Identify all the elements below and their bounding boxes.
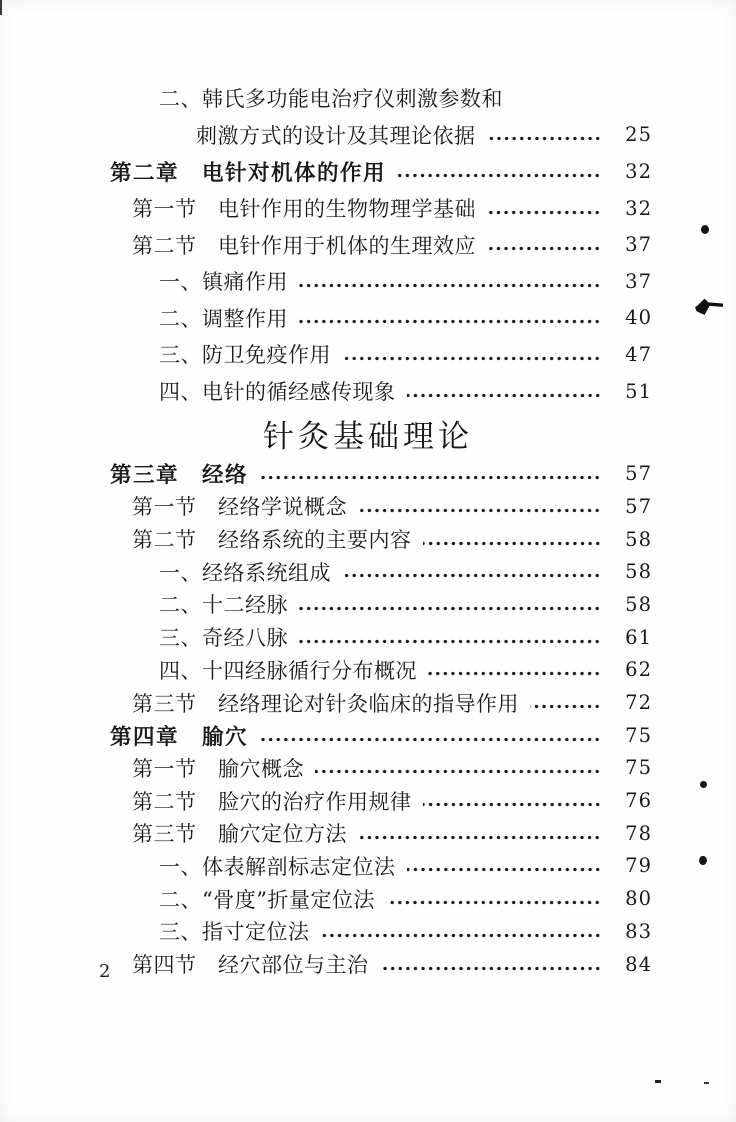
toc-entry-section [0,686,736,719]
toc-entry [0,300,736,337]
dot-leader [530,702,601,711]
toc-entry-section [0,817,736,850]
toc-entry [0,882,736,915]
dot-leader [487,134,602,143]
toc-entry [0,850,736,883]
toc-entry-title: 三、指寸定位法 [159,920,310,945]
toc-entry-title: 第二章 电针对机体的作用 [110,160,387,185]
dot-leader [358,833,601,842]
dot-leader [397,171,601,180]
toc-entry-title: 第三节 经络理论对针灸临床的指导作用 [132,691,519,716]
toc-entry-title: 二、调整作用 [159,306,288,331]
toc-page-number: 72 [625,691,652,714]
toc-page-number: 62 [625,658,652,682]
dot-leader [299,317,601,326]
toc-page-number: 78 [625,821,652,845]
toc-entry-title: 三、防卫免疫作用 [159,343,331,368]
toc-entry-title: 第一节 腧穴概念 [132,756,304,781]
toc-entry-title: 第一节 经络学说概念 [132,495,347,520]
toc-entry [0,555,736,588]
dot-leader [514,98,601,107]
toc-entry-title: 一、体表解剖标志定位法 [159,854,396,879]
toc-page-number: 75 [625,756,652,780]
toc-entry-chapter [0,457,736,490]
toc-entry-title: 第一节 电针作用的生物物理学基础 [132,197,476,222]
toc-entry-section [0,226,736,263]
toc-page-number: 83 [625,919,652,943]
toc-page-number: 57 [625,494,652,518]
toc-page-number: 58 [625,560,652,584]
dot-leader [487,244,601,253]
part-heading: 针灸基础理论 [263,419,473,456]
toc-block-acupuncture-basics [0,457,736,980]
scan-dash-artifact [704,1082,709,1084]
toc-page-number: 57 [625,462,652,486]
toc-entry-title: 四、电针的循经感传现象 [159,380,396,405]
toc-entry-title: 第三章 经络 [110,463,249,488]
dot-leader [407,865,602,874]
toc-page-number: 51 [625,379,652,403]
dot-leader [299,604,601,613]
toc-entry-title: 三、奇经八脉 [159,626,288,651]
dot-leader [321,931,602,940]
toc-entry [0,263,736,300]
toc-entry-title: 二、“骨度”折量定位法 [159,887,375,912]
ink-speck [700,781,707,788]
toc-entry-title: 一、镇痛作用 [159,270,288,295]
toc-page-number: 58 [625,527,652,551]
toc-entry-title: 二、韩氏多功能电治疗仪刺激参数和 [159,87,503,112]
dot-leader [386,898,601,907]
toc-page-number: 32 [625,196,652,220]
folio-page-number: 2 [99,961,111,982]
toc-page-number: 40 [625,306,652,330]
toc-page-number: 75 [625,723,652,747]
toc-entry-title: 第三节 腧穴定位方法 [132,822,347,847]
dot-leader [299,281,601,290]
toc-entry-continuation [0,117,736,154]
toc-page-number: 47 [625,342,652,366]
toc-entry-title: 二、十二经脉 [159,593,288,618]
toc-entry [0,621,736,654]
toc-entry [0,373,736,410]
dot-leader [380,964,602,973]
ink-speck [701,225,709,234]
toc-page-number: 37 [625,233,652,257]
toc-entry-title: 第四章 腧穴 [110,724,249,749]
toc-entry-section [0,752,736,785]
dot-leader [423,539,602,548]
toc-page-number: 37 [625,269,652,293]
toc-entry-section [0,190,736,227]
toc-entry-title: 四、十四经脉循行分布概况 [159,658,417,683]
dot-leader [342,571,601,580]
dot-leader [487,208,601,217]
toc-entry [0,80,736,117]
scan-dash-artifact [655,1080,661,1083]
toc-entry-chapter [0,153,736,190]
dot-leader [259,735,601,744]
toc-entry-title: 第二节 经络系统的主要内容 [132,528,412,553]
dot-leader [259,473,601,482]
toc-entry-title: 刺激方式的设计及其理论依据 [196,123,476,148]
dot-leader [315,767,601,776]
toc-entry-title: 第四节 经穴部位与主治 [132,953,369,977]
dot-leader [428,669,601,678]
toc-page-number: 84 [625,952,652,976]
toc-page-number: 61 [625,625,652,649]
dot-leader [407,391,602,400]
toc-entry [0,915,736,948]
toc-entry-section [0,523,736,556]
toc-page-number: 80 [625,887,652,911]
toc-entry-section [0,490,736,523]
toc-entry [0,588,736,621]
toc-entry-chapter [0,719,736,752]
toc-entry [0,336,736,373]
toc-block-electroacupuncture [0,80,736,409]
dot-leader [358,506,601,515]
dot-leader [299,637,601,646]
toc-entry-title: 第二节 脸穴的治疗作用规律 [132,789,412,814]
dot-leader [423,800,602,809]
toc-page-number: 79 [625,854,652,878]
toc-page-number: 32 [625,159,652,183]
toc-page-number: 58 [625,592,652,616]
toc-entry-title: 一、经络系统组成 [159,560,331,585]
toc-entry-title: 第二节 电针作用于机体的生理效应 [132,233,476,258]
toc-entry [0,653,736,686]
toc-page-number: 25 [625,123,652,147]
dot-leader [342,354,601,363]
toc-entry-section [0,784,736,817]
toc-page-number: 76 [625,789,652,813]
